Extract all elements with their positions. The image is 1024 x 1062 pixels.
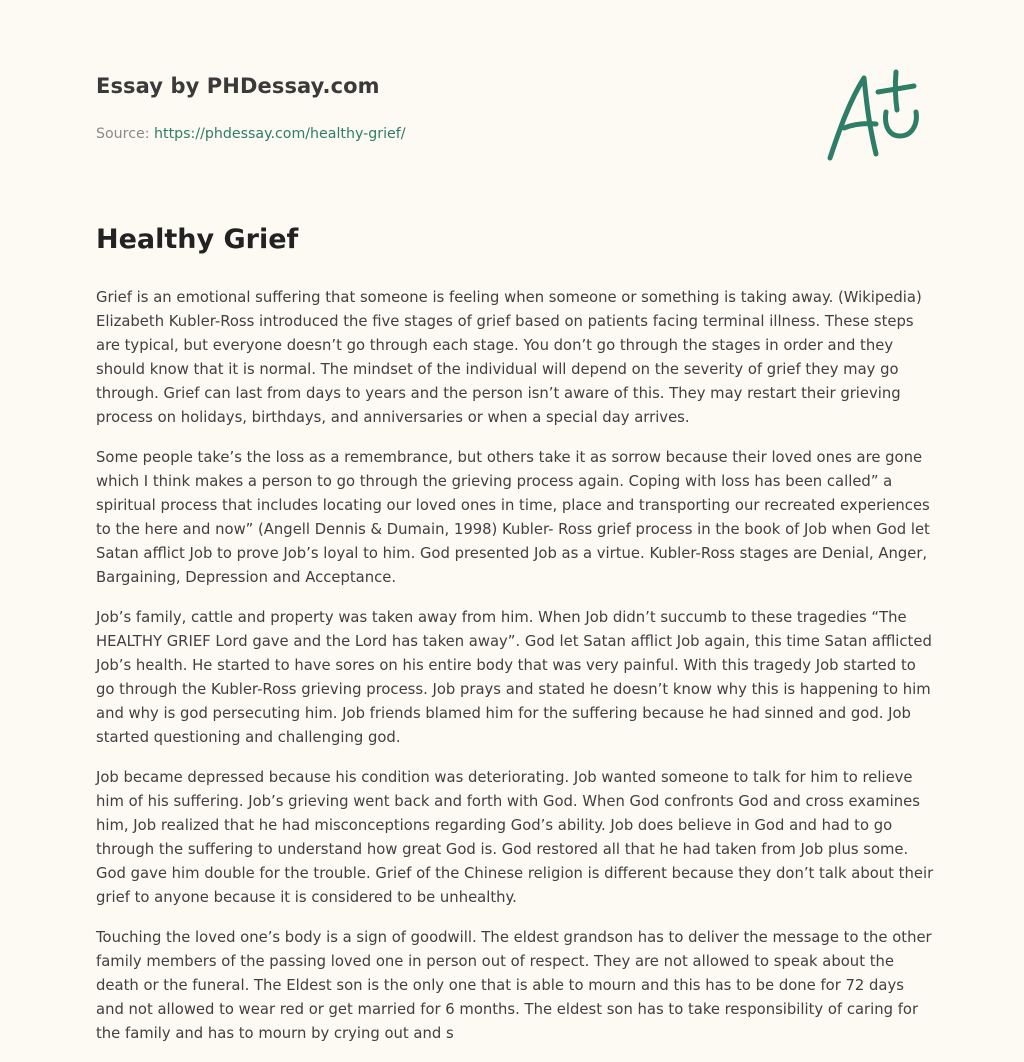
essay-paragraph-4: Job became depressed because his condition was deteriorating. Job wanted someone to talk for him to relieve him of his suffering. Job’s grieving went back and forth with God. When God confronts God and cross examines him, Job realized that he had misconceptions regarding God’s ability. Job does believe in God and had to go through the suffering to understand how great God is. God restored all that he had taken from Job plus some. God gave him double for the trouble. Grief of the Chinese religion is different because they don’t talk about their grief to anyone because it is considered to be unhealthy. [96, 769, 934, 906]
essay-paragraph-1: Grief is an emotional suffering that someone is feeling when someone or something is taking away. (Wikipedia) Elizabeth Kubler-Ross introduced the five stages of grief based on patients facing terminal illness. These steps are typical, but everyone doesn’t go through each stage. You don’t go through the stages in order and they should know that it is normal. The mindset of the individual will depend on the severity of grief they may go through. Grief can last from days to years and the person isn’t aware of this. They may restart their grieving process on holidays, birthdays, and anniversaries or when a special day arrives. [96, 289, 922, 426]
document-header [96, 74, 796, 142]
essay-paragraph-3: Job’s family, cattle and property was taken away from him. When Job didn’t succumb to these tragedies “The HEALTHY GRIEF Lord gave and the Lord has taken away”. God let Satan afflict Job again, this time Satan afflicted Job’s health. He started to have sores on his entire body that was very painful. With this tragedy Job started to go through the Kubler-Ross grieving process. Job prays and stated he doesn’t know why this is happening to him and why is god persecuting him. Job friends blamed him for the suffering because he had sinned and god. Job started questioning and challenging god. [96, 609, 932, 746]
source-link[interactable]: https://phdessay.com/healthy-grief/ [154, 126, 406, 142]
a-plus-logo-icon [820, 66, 930, 166]
brand-title: Essay by PHDessay.com [96, 74, 380, 98]
essay-paragraph-2: Some people take’s the loss as a remembrance, but others take it as sorrow because their loved ones are gone which I think makes a person to go through the grieving process again. Coping with loss has been called” a spiritual process that includes locating our loved ones in time, place and transporting our recreated experiences to the here and now” (Angell Dennis & Dumain, 1998) Kubler- Ross grief process in the book of Job when God let Satan afflict Job to prove Job’s loyal to him. God presented Job as a virtue. Kubler-Ross stages are Denial, Anger, Bargaining, Depression and Acceptance. [96, 449, 930, 586]
essay-body [96, 286, 936, 1062]
source-line [96, 126, 406, 142]
source-label: Source: [96, 126, 155, 142]
essay-title: Healthy Grief [96, 224, 299, 255]
essay-paragraph-5: Touching the loved one’s body is a sign of goodwill. The eldest grandson has to deliver the message to the other family members of the passing loved one in person out of respect. They are not allowed to speak about the death or the funeral. The Eldest son is the only one that is able to mourn and this has to be done for 72 days and not allowed to wear red or get married for 6 months. The eldest son has to take responsibility of caring for the family and has to mourn by crying out and s [96, 929, 932, 1042]
